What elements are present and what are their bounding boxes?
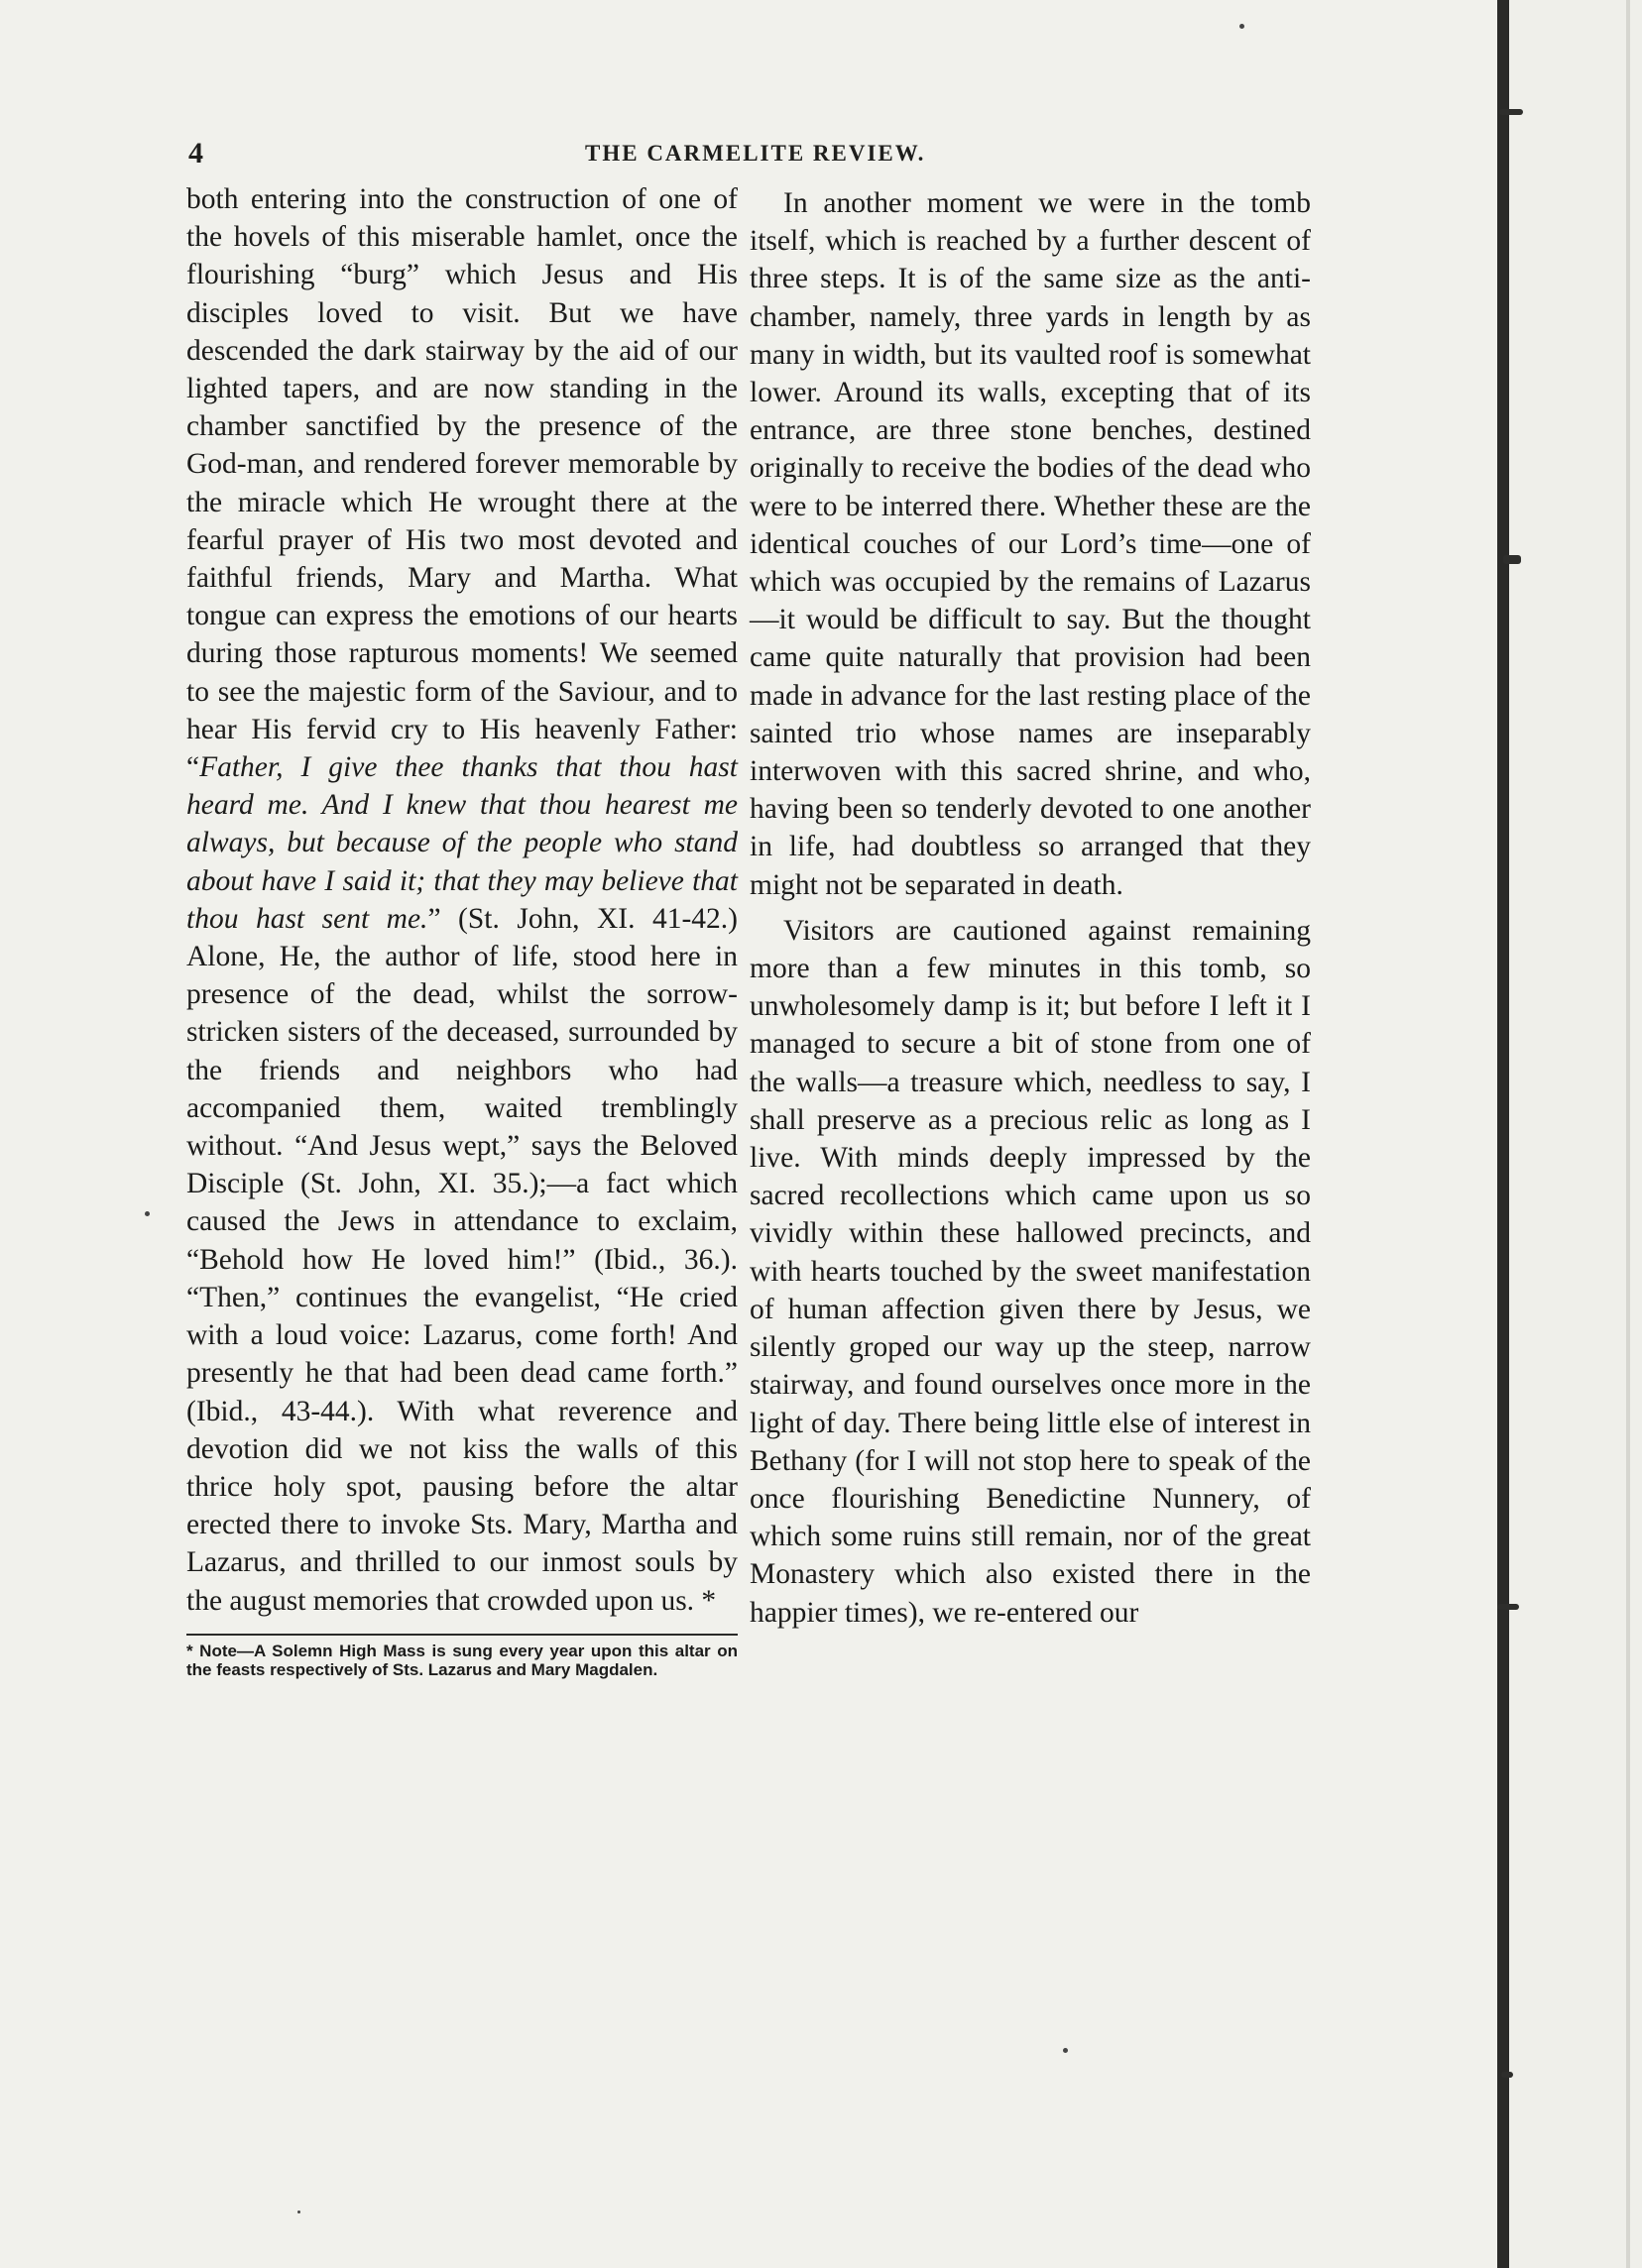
page-number: 4 xyxy=(188,137,203,170)
scan-speck xyxy=(145,1211,150,1216)
scan-speck xyxy=(1239,24,1244,29)
footnote: * Note—A Solemn High Mass is sung every year upon this altar on the feasts respectively of Sts. Lazarus and Mary Magdalen. xyxy=(186,1634,738,1679)
binding-rule xyxy=(1626,0,1630,2268)
binding-mark xyxy=(1503,555,1521,564)
binding-mark xyxy=(1499,109,1523,115)
right-column xyxy=(750,184,1311,1632)
scan-speck xyxy=(297,2211,300,2213)
left-paragraph-text: both entering into the construction of one of the hovels of this miserable hamlet, once the flourishing “burg” which Jesus and His disciples loved to visit. But we have descended the dark stairway by the aid of our lighted tapers, and are now standing in the chamber sanctified by the presence of the God-man, and rendered forever memorable by the miracle which He wrought there at the fearful prayer of His two most devoted and faithful friends, Mary and Martha. What tongue can express the emotions of our hearts during those rapturous moments! We seemed to see the majestic form of the Saviour, and to hear His fervid cry to His heavenly Father: xyxy=(186,183,738,745)
left-column xyxy=(186,180,738,1679)
scripture-quote: Father, I give thee thanks that thou hast heard me. And I knew that thou hearest me always, but because of the people who stand about have I said it; that they may believe that thou hast sent me. xyxy=(186,751,738,935)
binding-mark xyxy=(1501,2072,1513,2078)
scan-speck xyxy=(1063,2048,1068,2053)
left-paragraph-continuation: ” (St. John, XI. 41-42.) Alone, He, the author of life, stood here in presence of the dead, whilst the sorrow-stricken sisters of the deceased, surrounded by the friends and neighbors who had accompanied them, waited tremblingly without. “And Jesus wept,” says the Beloved Disciple (St. John, XI. 35.);—a fact which caused the Jews in attendance to exclaim, “Behold how He loved him!” (Ibid., 36.). “Then,” continues the evangelist, “He cried with a loud voice: Lazarus, come forth! And presently he that had been dead came forth.” (Ibid., 43-44.). With what reverence and devotion did we not kiss the walls of this thrice holy spot, pausing before the altar erected there to invoke Sts. Mary, Martha and Lazarus, and thrilled to our inmost souls by the august memories that crowded upon us. * xyxy=(186,902,738,1617)
running-title: THE CARMELITE REVIEW. xyxy=(585,141,926,166)
quote-open-mark: “ xyxy=(186,751,200,784)
binding-mark xyxy=(1497,1604,1519,1610)
page-gutter-shadow xyxy=(1497,0,1509,2268)
right-paragraph-1: In another moment we were in the tomb itself, which is reached by a further descent of three steps. It is of the same size as the anti-chamber, namely, three yards in length by as many in width, but its vaulted roof is somewhat lower. Around its walls, excepting that of its entrance, are three stone benches, destined originally to receive the bodies of the dead who were to be interred there. Whether these are the identical couches of our Lord’s time—one of which was occupied by the remains of Lazarus—it would be difficult to say. But the thought came quite naturally that provision had been made in advance for the last resting place of the sainted trio whose names are inseparably interwoven with this sacred shrine, and who, having been so tenderly devoted to one another in life, had doubtless so arranged that they might not be separated in death. xyxy=(750,187,1311,901)
page-header xyxy=(188,137,1299,176)
binding-edge xyxy=(1497,0,1642,2268)
right-paragraph-2: Visitors are cautioned against remaining more than a few minutes in this tomb, so unwholesomely damp is it; but before I left it I managed to secure a bit of stone from one of the walls—a treasure which, needless to say, I shall preserve as a precious relic as long as I live. With minds deeply impressed by the sacred recollections which came upon us so vividly within these hallowed precincts, and with hearts touched by the sweet manifestation of human affection given there by Jesus, we silently groped our way up the steep, narrow stairway, and found ourselves once more in the light of day. There being little else of interest in Bethany (for I will not stop here to speak of the once flourishing Benedictine Nunnery, of which some ruins still remain, nor of the great Monastery which also existed there in the happier times), we re-entered our xyxy=(750,914,1311,1629)
left-paragraph xyxy=(186,180,738,1620)
